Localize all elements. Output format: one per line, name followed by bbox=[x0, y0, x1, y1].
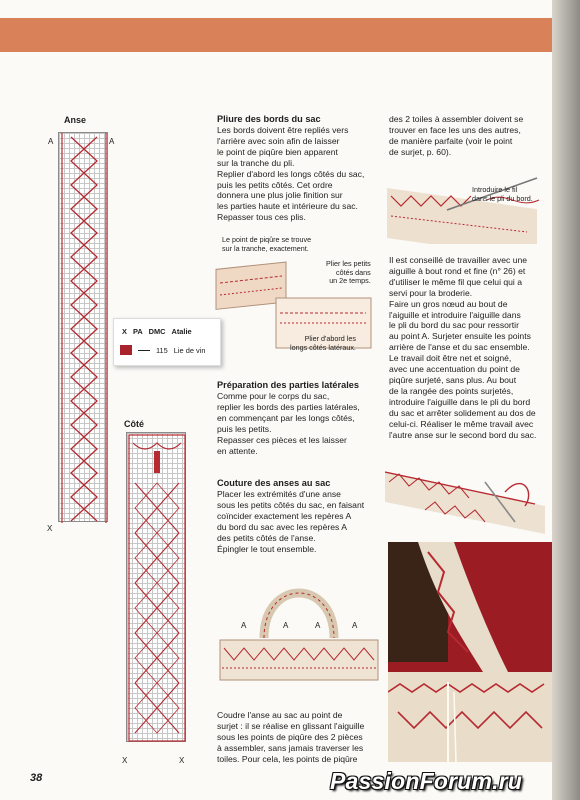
bottom-line: toiles. Pour cela, les points de piqûre bbox=[217, 753, 358, 764]
cote-bottom-marker-right: X bbox=[179, 756, 185, 765]
right-top-line: des 2 toiles à assembler doivent se bbox=[389, 114, 524, 124]
right-main-line: introduire l'aiguille dans le pli du bord bbox=[389, 396, 531, 407]
bag-photo bbox=[388, 542, 552, 762]
right-main-line: l'autre anse sur le second bord du sac. bbox=[389, 429, 537, 440]
page-edge-shadow bbox=[552, 0, 580, 800]
legend-dmc-value: 115 bbox=[156, 345, 168, 355]
right-main-line: l'aiguille et introduire l'aiguille dans bbox=[389, 309, 521, 320]
pliure-line: Les bords doivent être repliés vers bbox=[217, 125, 349, 135]
preparation-line: en attente. bbox=[217, 445, 258, 456]
right-main-line: Faire un gros nœud au bout de bbox=[389, 298, 508, 309]
caption-line: Introduire le fil bbox=[472, 185, 518, 194]
right-main-line: Il est conseillé de travailler avec une bbox=[389, 255, 528, 265]
preparation-line: replier les bords des parties latérales, bbox=[217, 401, 360, 412]
bag-marker-a3: A bbox=[315, 621, 321, 630]
caption-line: Plier d'abord les bbox=[304, 334, 356, 343]
stitch-legend bbox=[113, 318, 221, 366]
preparation-line: en commençant par les longs côtés, bbox=[217, 412, 355, 423]
section-couture bbox=[217, 478, 387, 554]
right-top-line: de surjet, p. 60). bbox=[389, 146, 452, 157]
page-number: 38 bbox=[30, 772, 43, 784]
bottom-line: sous les points de piqûre des 2 pièces bbox=[217, 731, 363, 742]
preparation-line: puis les petits. bbox=[217, 423, 272, 434]
legend-header-dmc: DMC bbox=[148, 327, 166, 336]
header-band bbox=[0, 18, 552, 52]
right-main-line: arrière de l'anse et du sac ensemble. bbox=[389, 342, 530, 353]
anse-zigzag-pattern bbox=[59, 133, 109, 523]
cote-chart bbox=[126, 432, 186, 742]
couture-line: Placer les extrémités d'une anse bbox=[217, 489, 341, 499]
fold-caption-right-top bbox=[326, 260, 371, 286]
caption-line: Le point de piqûre se trouve bbox=[222, 235, 312, 244]
legend-header-atalie: Atalie bbox=[171, 327, 192, 336]
right-main-line: au point A. Surjeter ensuite les points bbox=[389, 331, 531, 342]
preparation-line: Repasser ces pièces et les laisser bbox=[217, 434, 347, 445]
preparation-line: Comme pour le corps du sac, bbox=[217, 391, 330, 401]
watermark-text: PassionForum.ru bbox=[330, 768, 523, 794]
caption-line: un 2e temps. bbox=[329, 276, 371, 285]
couture-line: des petits côtés de l'anse. bbox=[217, 532, 316, 543]
cote-bottom-marker-left: X bbox=[122, 756, 128, 765]
pliure-line: puis les petits côtés. Cet ordre bbox=[217, 179, 333, 190]
right-main-line: le pli du bord du sac pour ressortir bbox=[389, 320, 519, 331]
caption-line: sur la tranche, exactement. bbox=[222, 243, 309, 253]
legend-atalie-value: Lie de vin bbox=[173, 345, 206, 355]
surjet-illustration bbox=[385, 462, 545, 534]
right-col-main bbox=[389, 255, 551, 440]
anse-label: Anse bbox=[64, 115, 87, 125]
anse-chart bbox=[58, 132, 108, 522]
bag-marker-a2: A bbox=[283, 621, 289, 630]
bag-handle-illustration bbox=[214, 568, 384, 688]
couture-line: Épingler le tout ensemble. bbox=[217, 543, 317, 554]
legend-color-swatch bbox=[120, 345, 132, 355]
cote-cross-pattern bbox=[127, 433, 187, 743]
cote-label: Côté bbox=[124, 419, 144, 429]
right-main-line: du sac et arrêter solidement au dos de bbox=[389, 407, 536, 418]
section-pliure bbox=[217, 114, 387, 223]
fold-caption-right-bottom bbox=[290, 335, 356, 352]
needle-illustration bbox=[387, 170, 547, 244]
caption-line: longs côtés latéraux. bbox=[290, 342, 356, 352]
needle-caption bbox=[472, 186, 533, 203]
couture-heading: Couture des anses au sac bbox=[217, 478, 331, 488]
legend-header-x: X bbox=[122, 327, 127, 336]
bottom-line: surjet : il se réalise en glissant l'aiguille bbox=[217, 720, 365, 731]
caption-line: Plier les petits bbox=[326, 259, 371, 268]
bottom-line: à assembler, sans jamais traverser les bbox=[217, 742, 364, 753]
bag-marker-a1: A bbox=[241, 621, 247, 630]
right-main-line: piqûre surjeté, sans plus. Au bout bbox=[389, 374, 517, 385]
bottom-text bbox=[217, 710, 387, 765]
pliure-line: l'arrière avec soin afin de laisser bbox=[217, 135, 340, 146]
right-col-top bbox=[389, 114, 549, 158]
bag-marker-a4: A bbox=[352, 621, 358, 630]
right-main-line: d'utiliser le même fil que celui qui a bbox=[389, 276, 522, 287]
pliure-line: Replier d'abord les longs côtés du sac, bbox=[217, 168, 365, 179]
right-main-line: Le travail doit être net et soigné, bbox=[389, 353, 512, 364]
fold-caption-left bbox=[222, 236, 311, 253]
anse-marker-left: A bbox=[48, 137, 54, 146]
preparation-heading: Préparation des parties latérales bbox=[217, 380, 359, 390]
couture-line: sous les petits côtés du sac, en faisant bbox=[217, 499, 365, 510]
right-main-line: avec une accentuation du point de bbox=[389, 364, 520, 375]
pliure-heading: Pliure des bords du sac bbox=[217, 114, 321, 124]
right-main-line: servi pour la broderie. bbox=[389, 287, 473, 298]
pliure-line: le point de piqûre bien apparent bbox=[217, 146, 338, 157]
legend-backstitch-line bbox=[138, 350, 150, 351]
caption-line: dans le pli du bord. bbox=[472, 193, 533, 203]
bottom-line: Coudre l'anse au sac au point de bbox=[217, 710, 343, 720]
anse-bottom-marker: X bbox=[47, 524, 53, 533]
right-main-line: de la rangée des points surjetés, bbox=[389, 385, 514, 396]
pliure-line: Repasser tous ces plis. bbox=[217, 212, 306, 223]
caption-line: côtés dans bbox=[335, 267, 371, 277]
bag-photo-render bbox=[388, 542, 552, 762]
pliure-line: donnera une plus jolie finition sur bbox=[217, 190, 343, 201]
right-main-line: aiguille à bout rond et fine (n° 26) et bbox=[389, 265, 526, 276]
right-top-line: de manière parfaite (voir le point bbox=[389, 135, 513, 146]
anse-marker-right: A bbox=[109, 137, 115, 146]
couture-line: coïncider exactement les repères A bbox=[217, 510, 352, 521]
right-top-line: trouver en face les uns des autres, bbox=[389, 124, 521, 135]
pliure-line: les parties haute et intérieure du sac. bbox=[217, 201, 358, 212]
pliure-line: sur la tranche du pli. bbox=[217, 157, 295, 168]
right-main-line: celui-ci. Réaliser le même travail avec bbox=[389, 418, 534, 429]
couture-line: du bord du sac avec les repères A bbox=[217, 521, 347, 532]
section-preparation bbox=[217, 380, 387, 456]
legend-header-pa: PA bbox=[132, 327, 143, 336]
